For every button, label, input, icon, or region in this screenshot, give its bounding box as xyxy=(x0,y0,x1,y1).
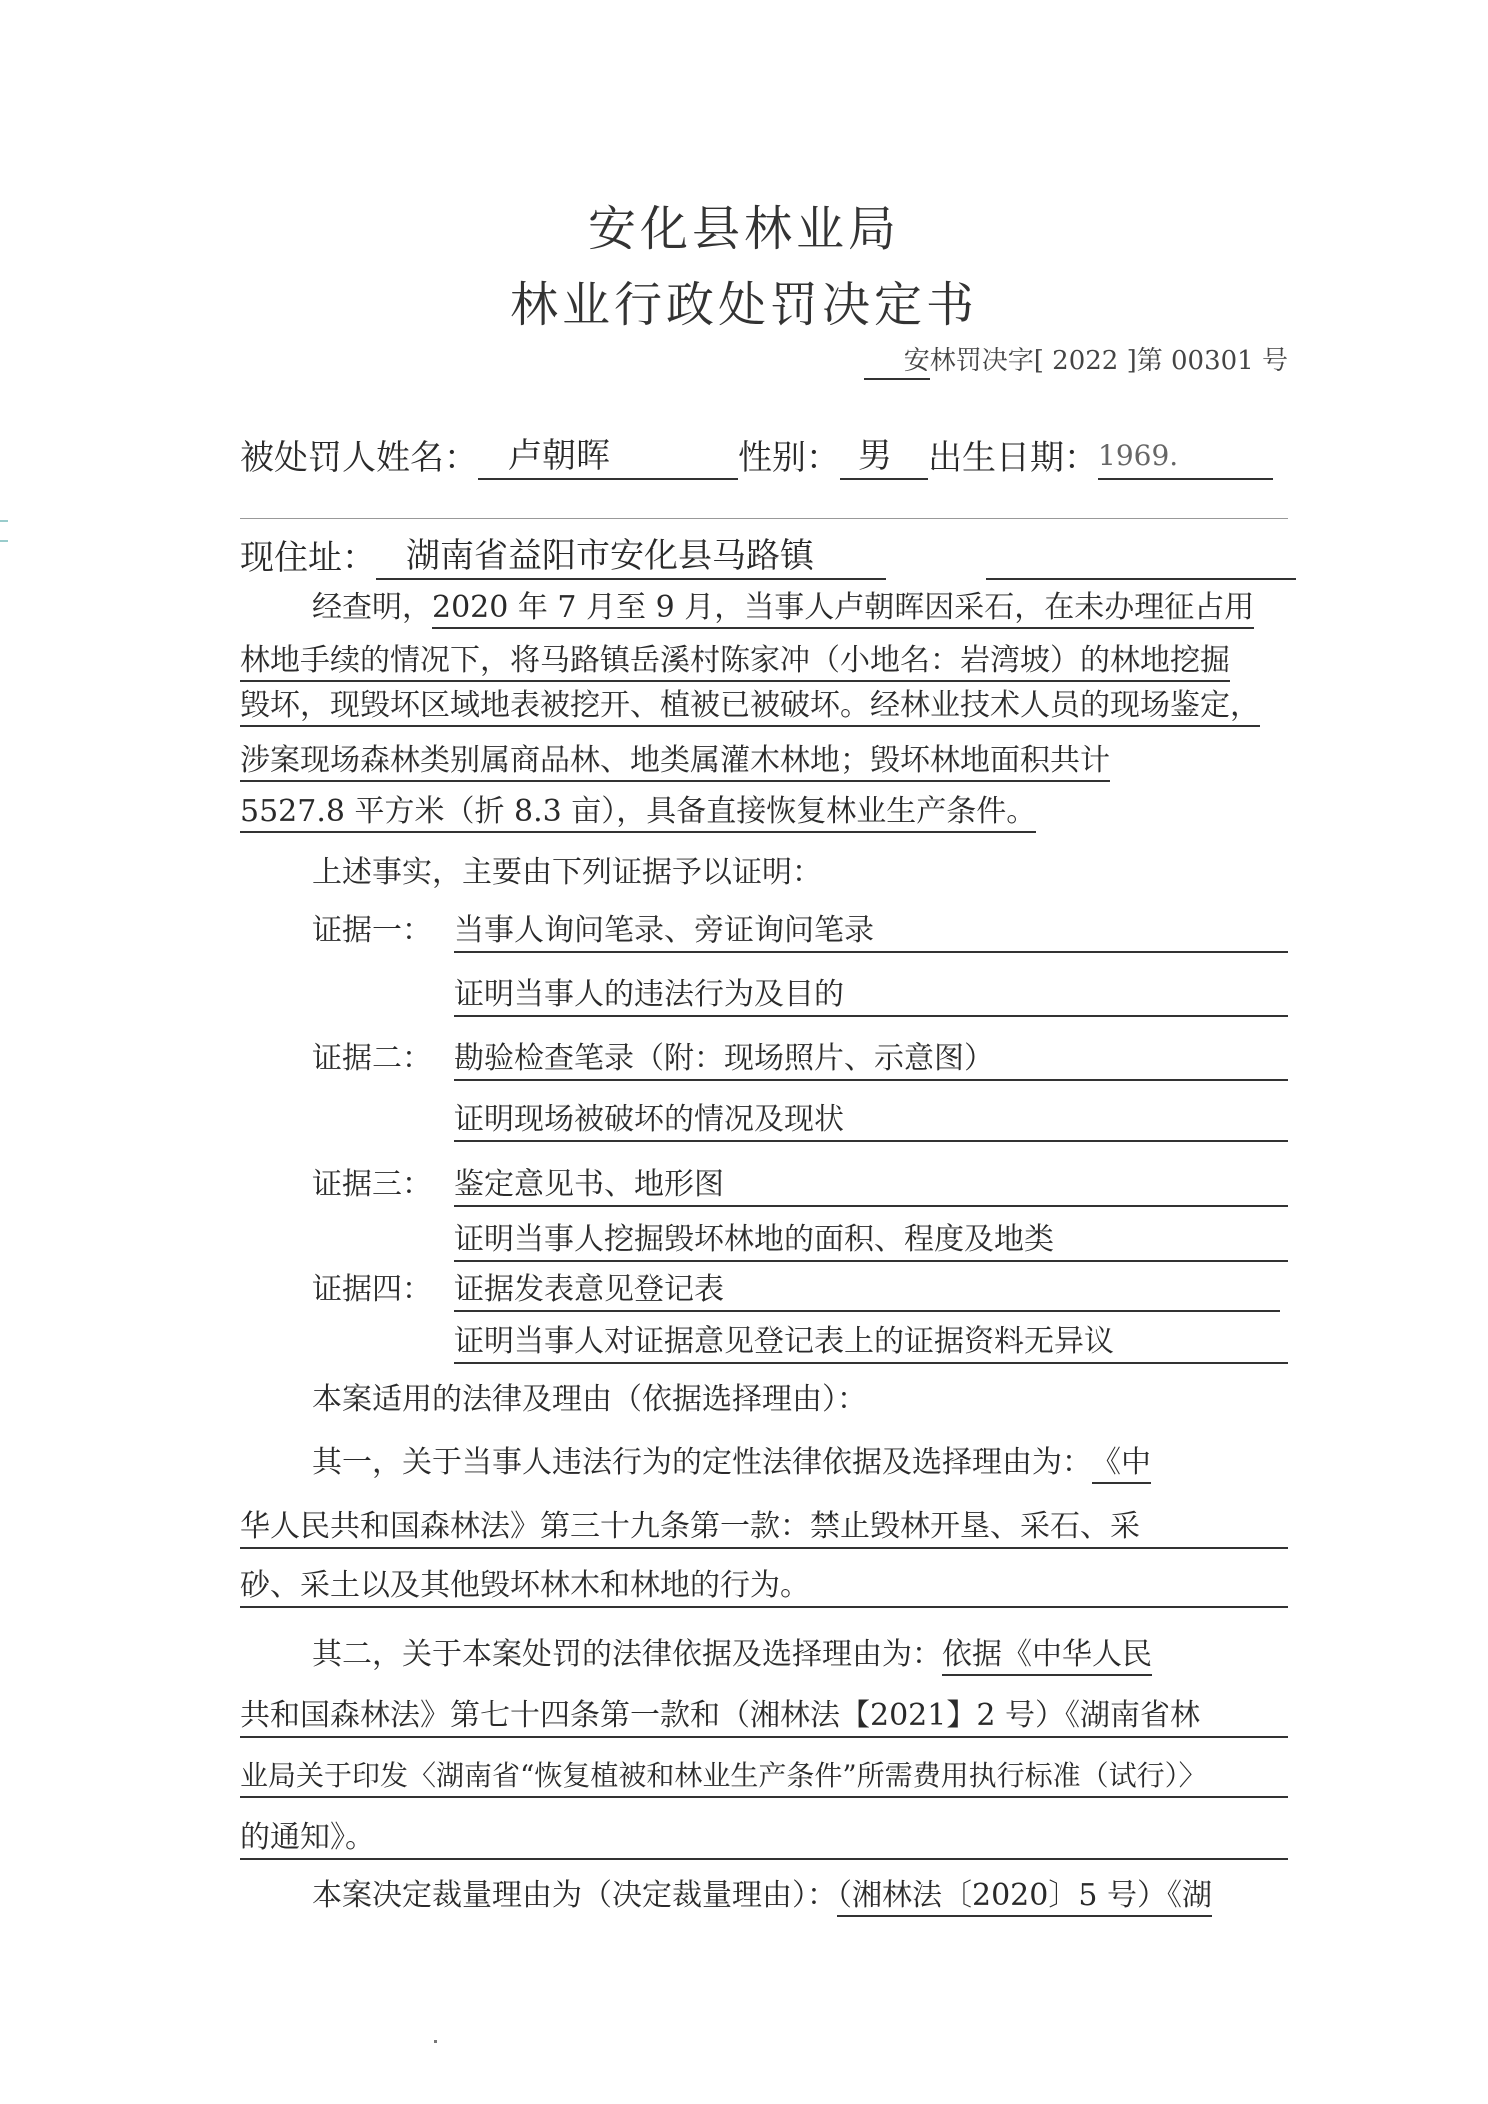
agency-title: 安化县林业局 xyxy=(587,201,900,257)
address-row xyxy=(240,534,1288,580)
address-value: 湖南省益阳市安化县马路镇 xyxy=(376,534,886,580)
scan-mark xyxy=(0,520,8,522)
evidence-item: 证据四： 证据发表意见登记表 xyxy=(240,1270,1288,1310)
address-label: 现住址： xyxy=(240,538,376,578)
scan-speck xyxy=(434,2040,437,2043)
blank-line xyxy=(240,480,1288,519)
birth-label: 出生日期： xyxy=(928,438,1098,478)
law-intro: 本案适用的法律及理由（依据选择理由）： xyxy=(312,1382,867,1417)
law-first-line: 华人民共和国森林法》第三十九条第一款：禁止毁林开垦、采石、采 xyxy=(240,1507,1288,1549)
facts-line: 毁坏，现毁坏区域地表被挖开、植被已被破坏。经林业技术人员的现场鉴定， xyxy=(240,686,1288,726)
evidence-item: 证据二： 勘验检查笔录（附：现场照片、示意图） xyxy=(240,1039,1288,1079)
discretion-line: 本案决定裁量理由为（决定裁量理由）：（湘林法〔2020〕5 号）《湖 xyxy=(240,1876,1288,1916)
name-label: 被处罚人姓名： xyxy=(240,438,478,478)
facts-line: 经查明，2020 年 7 月至 9 月，当事人卢朝晖因采石，在未办理征占用 xyxy=(240,588,1288,628)
law-second-line: 共和国森林法》第七十四条第一款和（湘林法【2021】2 号）《湖南省林 xyxy=(240,1696,1288,1738)
facts-line: 林地手续的情况下，将马路镇岳溪村陈家冲（小地名：岩湾坡）的林地挖掘 xyxy=(240,641,1288,681)
law-second-line: 的通知》。 xyxy=(240,1818,1288,1860)
facts-line: 涉案现场森林类别属商品林、地类属灌木林地；毁坏林地面积共计 xyxy=(240,741,1288,781)
gender-label: 性别： xyxy=(738,438,840,478)
law-first-line: 其一，关于当事人违法行为的定性法律依据及选择理由为： 《中 xyxy=(240,1443,1288,1483)
gender-value: 男 xyxy=(840,434,928,480)
evidence-item: 证据一： 当事人询问笔录、旁证询问笔录 xyxy=(240,911,1288,951)
law-second-line: 其二，关于本案处罚的法律依据及选择理由为：依据《中华人民 xyxy=(240,1635,1288,1675)
evidence-intro: 上述事实，主要由下列证据予以证明： xyxy=(312,855,822,890)
facts-line: 5527.8 平方米（折 8.3 亩），具备直接恢复林业生产条件。 xyxy=(240,792,1288,832)
scan-mark xyxy=(0,540,8,542)
law-first-line: 砂、采土以及其他毁坏林木和林地的行为。 xyxy=(240,1566,1288,1608)
document-number xyxy=(864,340,1288,377)
doc-number-prefix: 安 xyxy=(864,346,930,380)
document-title: 林业行政处罚决定书 xyxy=(509,277,978,333)
birth-value: 1969. xyxy=(1098,434,1273,480)
doc-number-body: 林罚决字[ 2022 ]第 00301 号 xyxy=(929,346,1288,376)
name-value: 卢朝晖 xyxy=(478,434,738,480)
law-second-line: 业局关于印发〈湖南省“恢复植被和林业生产条件”所需费用执行标准（试行）〉 xyxy=(240,1756,1288,1798)
party-row xyxy=(240,434,1288,480)
evidence-item: 证据三： 鉴定意见书、地形图 xyxy=(240,1165,1288,1205)
